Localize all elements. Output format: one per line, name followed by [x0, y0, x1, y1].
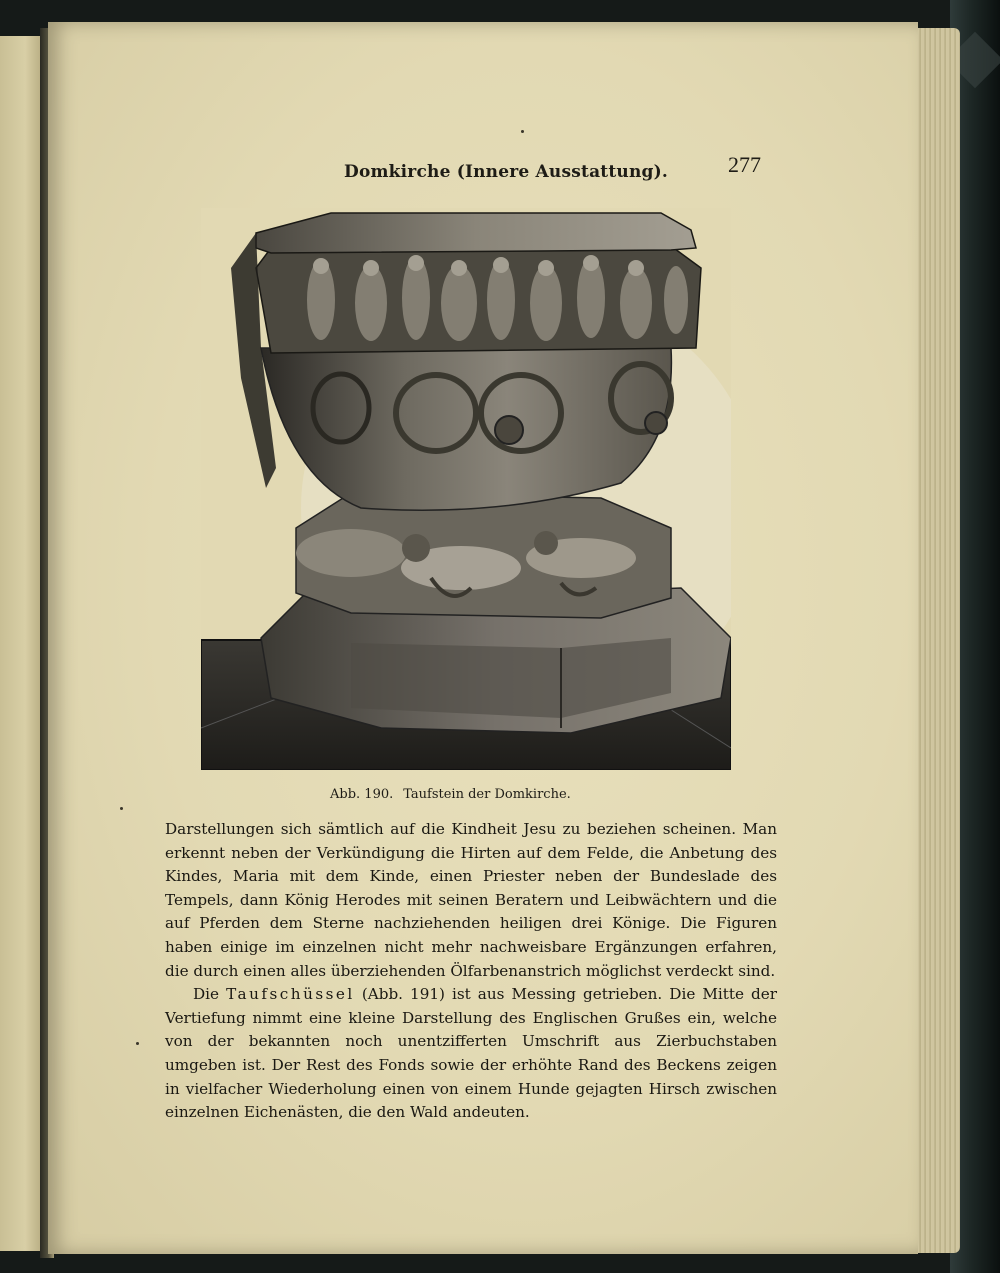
page-number: 277: [728, 152, 761, 177]
paper-speck: [120, 807, 123, 810]
figure-caption-text: Taufstein der Domkirche.: [403, 787, 571, 802]
baptismal-font-photo: [201, 208, 731, 770]
body-text: [165, 818, 777, 1125]
page-stack-edge: [912, 28, 960, 1253]
paragraph-2: [165, 983, 777, 1125]
paper-speck: [136, 1042, 139, 1045]
left-page-edge: [0, 36, 42, 1251]
paragraph-1: Darstellungen sich sämtlich auf die Kindheit Jesu zu beziehen scheinen. Man erkennt neben der Verkündigung die Hirten auf dem Felde, die Anbetung des Kindes, Maria mit dem Kinde, einen Priester neben der Bundeslade des Tempels, dann König Herodes mit seinen Beratern und Leibwächtern und die auf Pferden dem Sterne nachziehenden heiligen drei Könige. Die Figuren haben einige im einzelnen nicht mehr nachweisbare Ergänzungen erfahren, die durch einen alles überziehenden Ölfarbenanstrich möglichst verdeckt sind.: [165, 820, 777, 980]
paragraph-2-rest: (Abb. 191) ist aus Messing getrieben. Die Mitte der Vertiefung nimmt eine kleine Darstellung des Englischen Grußes ein, welche von der bekannten noch unentzifferten Umschrift aus Zierbuchstaben umgeben ist. Der Rest des Fonds sowie der erhöhte Rand des Beckens zeigen in vielfacher Wiederholung einen von einem Hunde gejagten Hirsch zwischen einzelnen Eichenästen, die den Wald andeuten.: [165, 985, 777, 1122]
paragraph-2-start: Die: [193, 985, 227, 1004]
paragraph-2-term: Taufschüssel: [226, 985, 355, 1004]
figure-caption: [330, 787, 630, 802]
page: [48, 22, 918, 1254]
running-head: Domkirche (Innere Ausstattung).: [344, 162, 668, 182]
figure-label: Abb. 190.: [330, 787, 394, 802]
paper-speck: [521, 130, 524, 133]
